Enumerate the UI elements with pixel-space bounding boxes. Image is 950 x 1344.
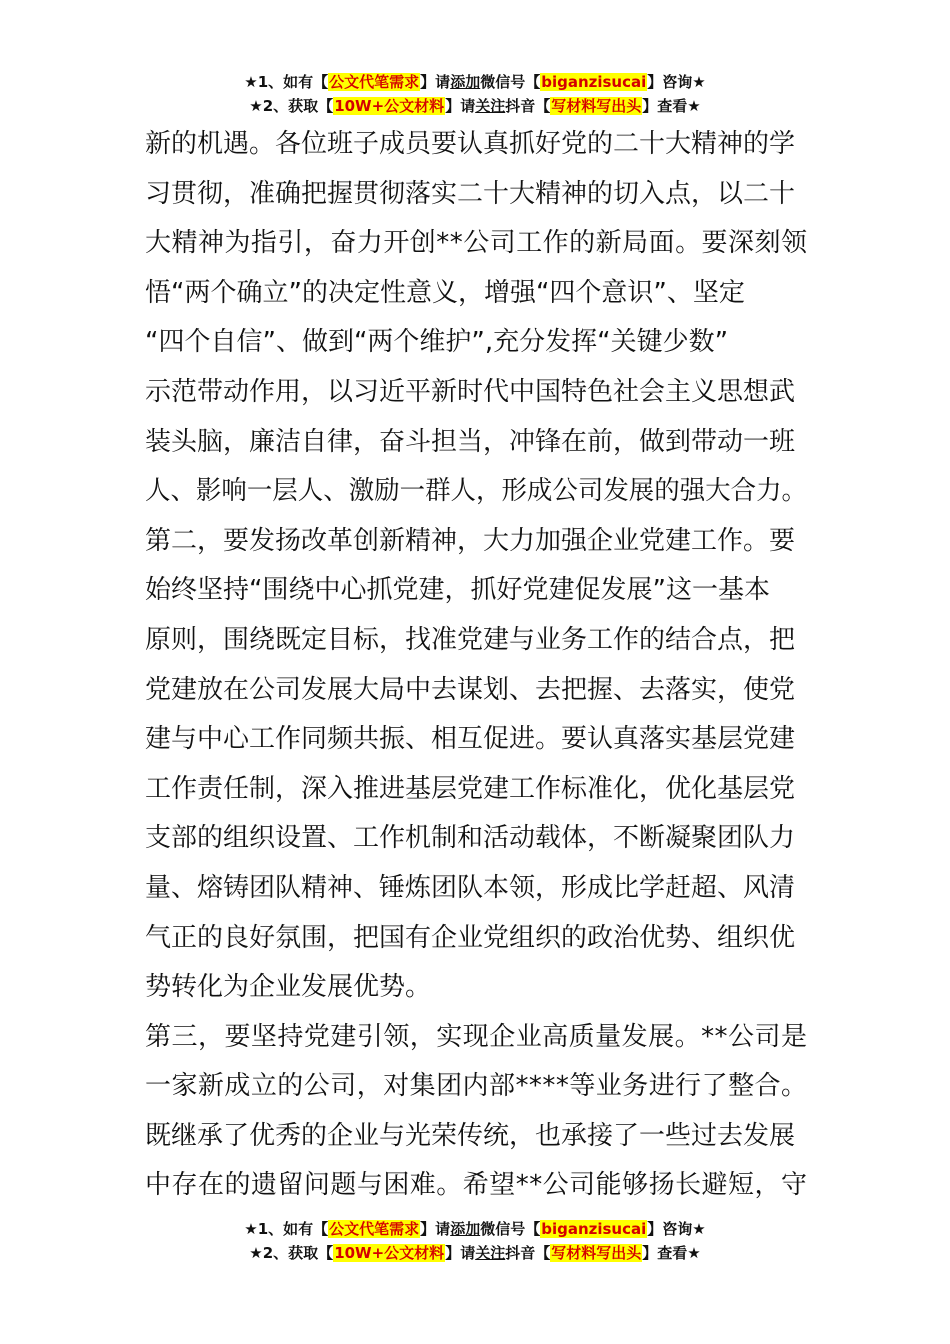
body-line: 势转化为企业发展优势。 <box>145 972 432 1003</box>
body-line: 第三，要坚持党建引领，实现企业高质量发展。**公司是 <box>145 1021 808 1052</box>
body-line: 悟“两个确立”的决定性意义，增强“四个意识”、坚定 <box>145 277 745 308</box>
header-banner <box>0 70 950 118</box>
body-line: 支部的组织设置、工作机制和活动载体，不断凝聚团队力 <box>145 823 796 854</box>
banner-text: ★1、如有【 <box>244 1220 329 1238</box>
banner-text: 】请 <box>420 1220 451 1238</box>
body-line: 第二，要发扬改革创新精神，大力加强企业党建工作。要 <box>145 525 796 556</box>
banner-text: ★1、如有【 <box>244 73 329 91</box>
banner-highlight: 10W+公文材料 <box>334 97 445 115</box>
body-line: 大精神为指引，奋力开创**公司工作的新局面。要深刻领 <box>145 228 808 259</box>
banner-highlight: 公文代笔需求 <box>329 1220 420 1238</box>
body-line: 原则，围绕既定目标，找准党建与业务工作的结合点，把 <box>145 624 796 655</box>
banner-underlined: 关注 <box>475 97 506 115</box>
banner-underlined: 添加 <box>450 1220 481 1238</box>
banner-highlight: biganzisucai <box>541 1220 647 1238</box>
body-line: 装头脑，廉洁自律，奋斗担当，冲锋在前，做到带动一班 <box>145 426 796 457</box>
body-line: “四个自信”、做到“两个维护”,充分发挥“关键少数” <box>145 327 729 358</box>
banner-text: 】查看★ <box>642 97 701 115</box>
banner-text: 】咨询★ <box>647 1220 706 1238</box>
body-line: 始终坚持“围绕中心抓党建，抓好党建促发展”这一基本 <box>145 575 770 606</box>
banner-text: 抖音【 <box>505 97 551 115</box>
banner-highlight: 写材料写出头 <box>551 97 642 115</box>
banner-underlined: 关注 <box>475 1244 506 1262</box>
banner-text: 抖音【 <box>505 1244 551 1262</box>
body-line: 示范带动作用，以习近平新时代中国特色社会主义思想武 <box>145 376 796 407</box>
document-body <box>145 120 807 1211</box>
banner-text: 微信号【 <box>480 73 541 91</box>
banner-line-1 <box>0 70 950 94</box>
banner-highlight: 公文代笔需求 <box>329 73 420 91</box>
body-line: 建与中心工作同频共振、相互促进。要认真落实基层党建 <box>145 724 796 755</box>
body-line: 量、熔铸团队精神、锤炼团队本领，形成比学赶超、风清 <box>145 872 796 903</box>
footer-banner <box>0 1217 950 1265</box>
banner-line-2 <box>0 1241 950 1265</box>
banner-highlight: 10W+公文材料 <box>334 1244 445 1262</box>
banner-underlined: 添加 <box>450 73 481 91</box>
body-line: 工作责任制，深入推进基层党建工作标准化，优化基层党 <box>145 773 796 804</box>
banner-text: ★2、获取【 <box>249 1244 334 1262</box>
body-line: 气正的良好氛围，把国有企业党组织的政治优势、组织优 <box>145 922 796 953</box>
banner-text: 】咨询★ <box>647 73 706 91</box>
body-line: 既继承了优秀的企业与光荣传统，也承接了一些过去发展 <box>145 1120 796 1151</box>
body-line: 一家新成立的公司，对集团内部****等业务进行了整合。 <box>145 1071 808 1102</box>
body-line: 人、影响一层人、激励一群人，形成公司发展的强大合力。 <box>145 476 808 507</box>
body-line: 新的机遇。各位班子成员要认真抓好党的二十大精神的学 <box>145 129 796 159</box>
body-line: 党建放在公司发展大局中去谋划、去把握、去落实，使党 <box>145 674 796 705</box>
banner-text: 】请 <box>445 97 476 115</box>
banner-line-2 <box>0 94 950 118</box>
banner-text: 】请 <box>420 73 451 91</box>
banner-highlight: biganzisucai <box>541 73 647 91</box>
banner-line-1 <box>0 1217 950 1241</box>
body-line: 习贯彻，准确把握贯彻落实二十大精神的切入点，以二十 <box>145 178 796 209</box>
body-line: 中存在的遗留问题与困难。希望**公司能够扬长避短，守 <box>145 1170 808 1201</box>
banner-highlight: 写材料写出头 <box>551 1244 642 1262</box>
banner-text: 】请 <box>445 1244 476 1262</box>
banner-text: ★2、获取【 <box>249 97 334 115</box>
banner-text: 微信号【 <box>480 1220 541 1238</box>
banner-text: 】查看★ <box>642 1244 701 1262</box>
